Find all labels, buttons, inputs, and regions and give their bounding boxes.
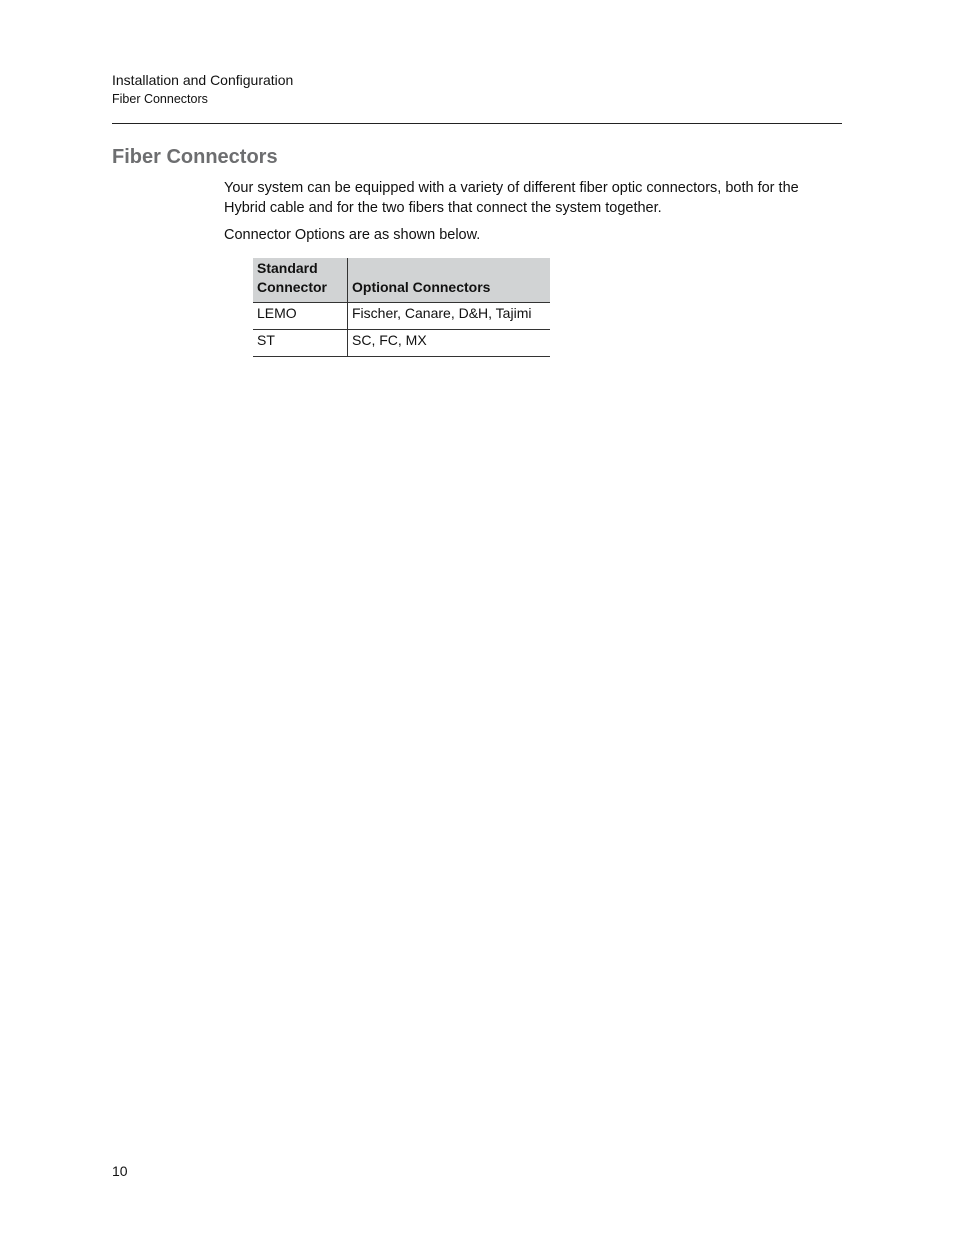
- running-header-section: Fiber Connectors: [112, 92, 208, 106]
- table-cell-standard: LEMO: [253, 303, 348, 330]
- column-header-optional: Optional Connectors: [348, 258, 551, 303]
- table-cell-optional: Fischer, Canare, D&H, Tajimi: [348, 303, 551, 330]
- table-row: [253, 303, 550, 330]
- section-title: Fiber Connectors: [112, 146, 278, 168]
- intro-paragraph: Your system can be equipped with a variety of different fiber optic connectors, both for the Hybrid cable and for the two fibers that connect the system together.: [224, 180, 799, 216]
- table-row: [253, 330, 550, 357]
- page-number: 10: [112, 1163, 128, 1179]
- table-header-row: [253, 258, 550, 303]
- header-divider: [112, 123, 842, 124]
- connector-options-table: [253, 258, 550, 357]
- options-paragraph: Connector Options are as shown below.: [224, 227, 481, 243]
- table-cell-optional: SC, FC, MX: [348, 330, 551, 357]
- running-header: [112, 70, 842, 108]
- table-cell-standard: ST: [253, 330, 348, 357]
- running-header-chapter: Installation and Configuration: [112, 72, 294, 88]
- column-header-standard: [253, 258, 348, 303]
- body-text: [224, 178, 844, 245]
- column-header-standard-label: Standard Connector: [257, 260, 327, 295]
